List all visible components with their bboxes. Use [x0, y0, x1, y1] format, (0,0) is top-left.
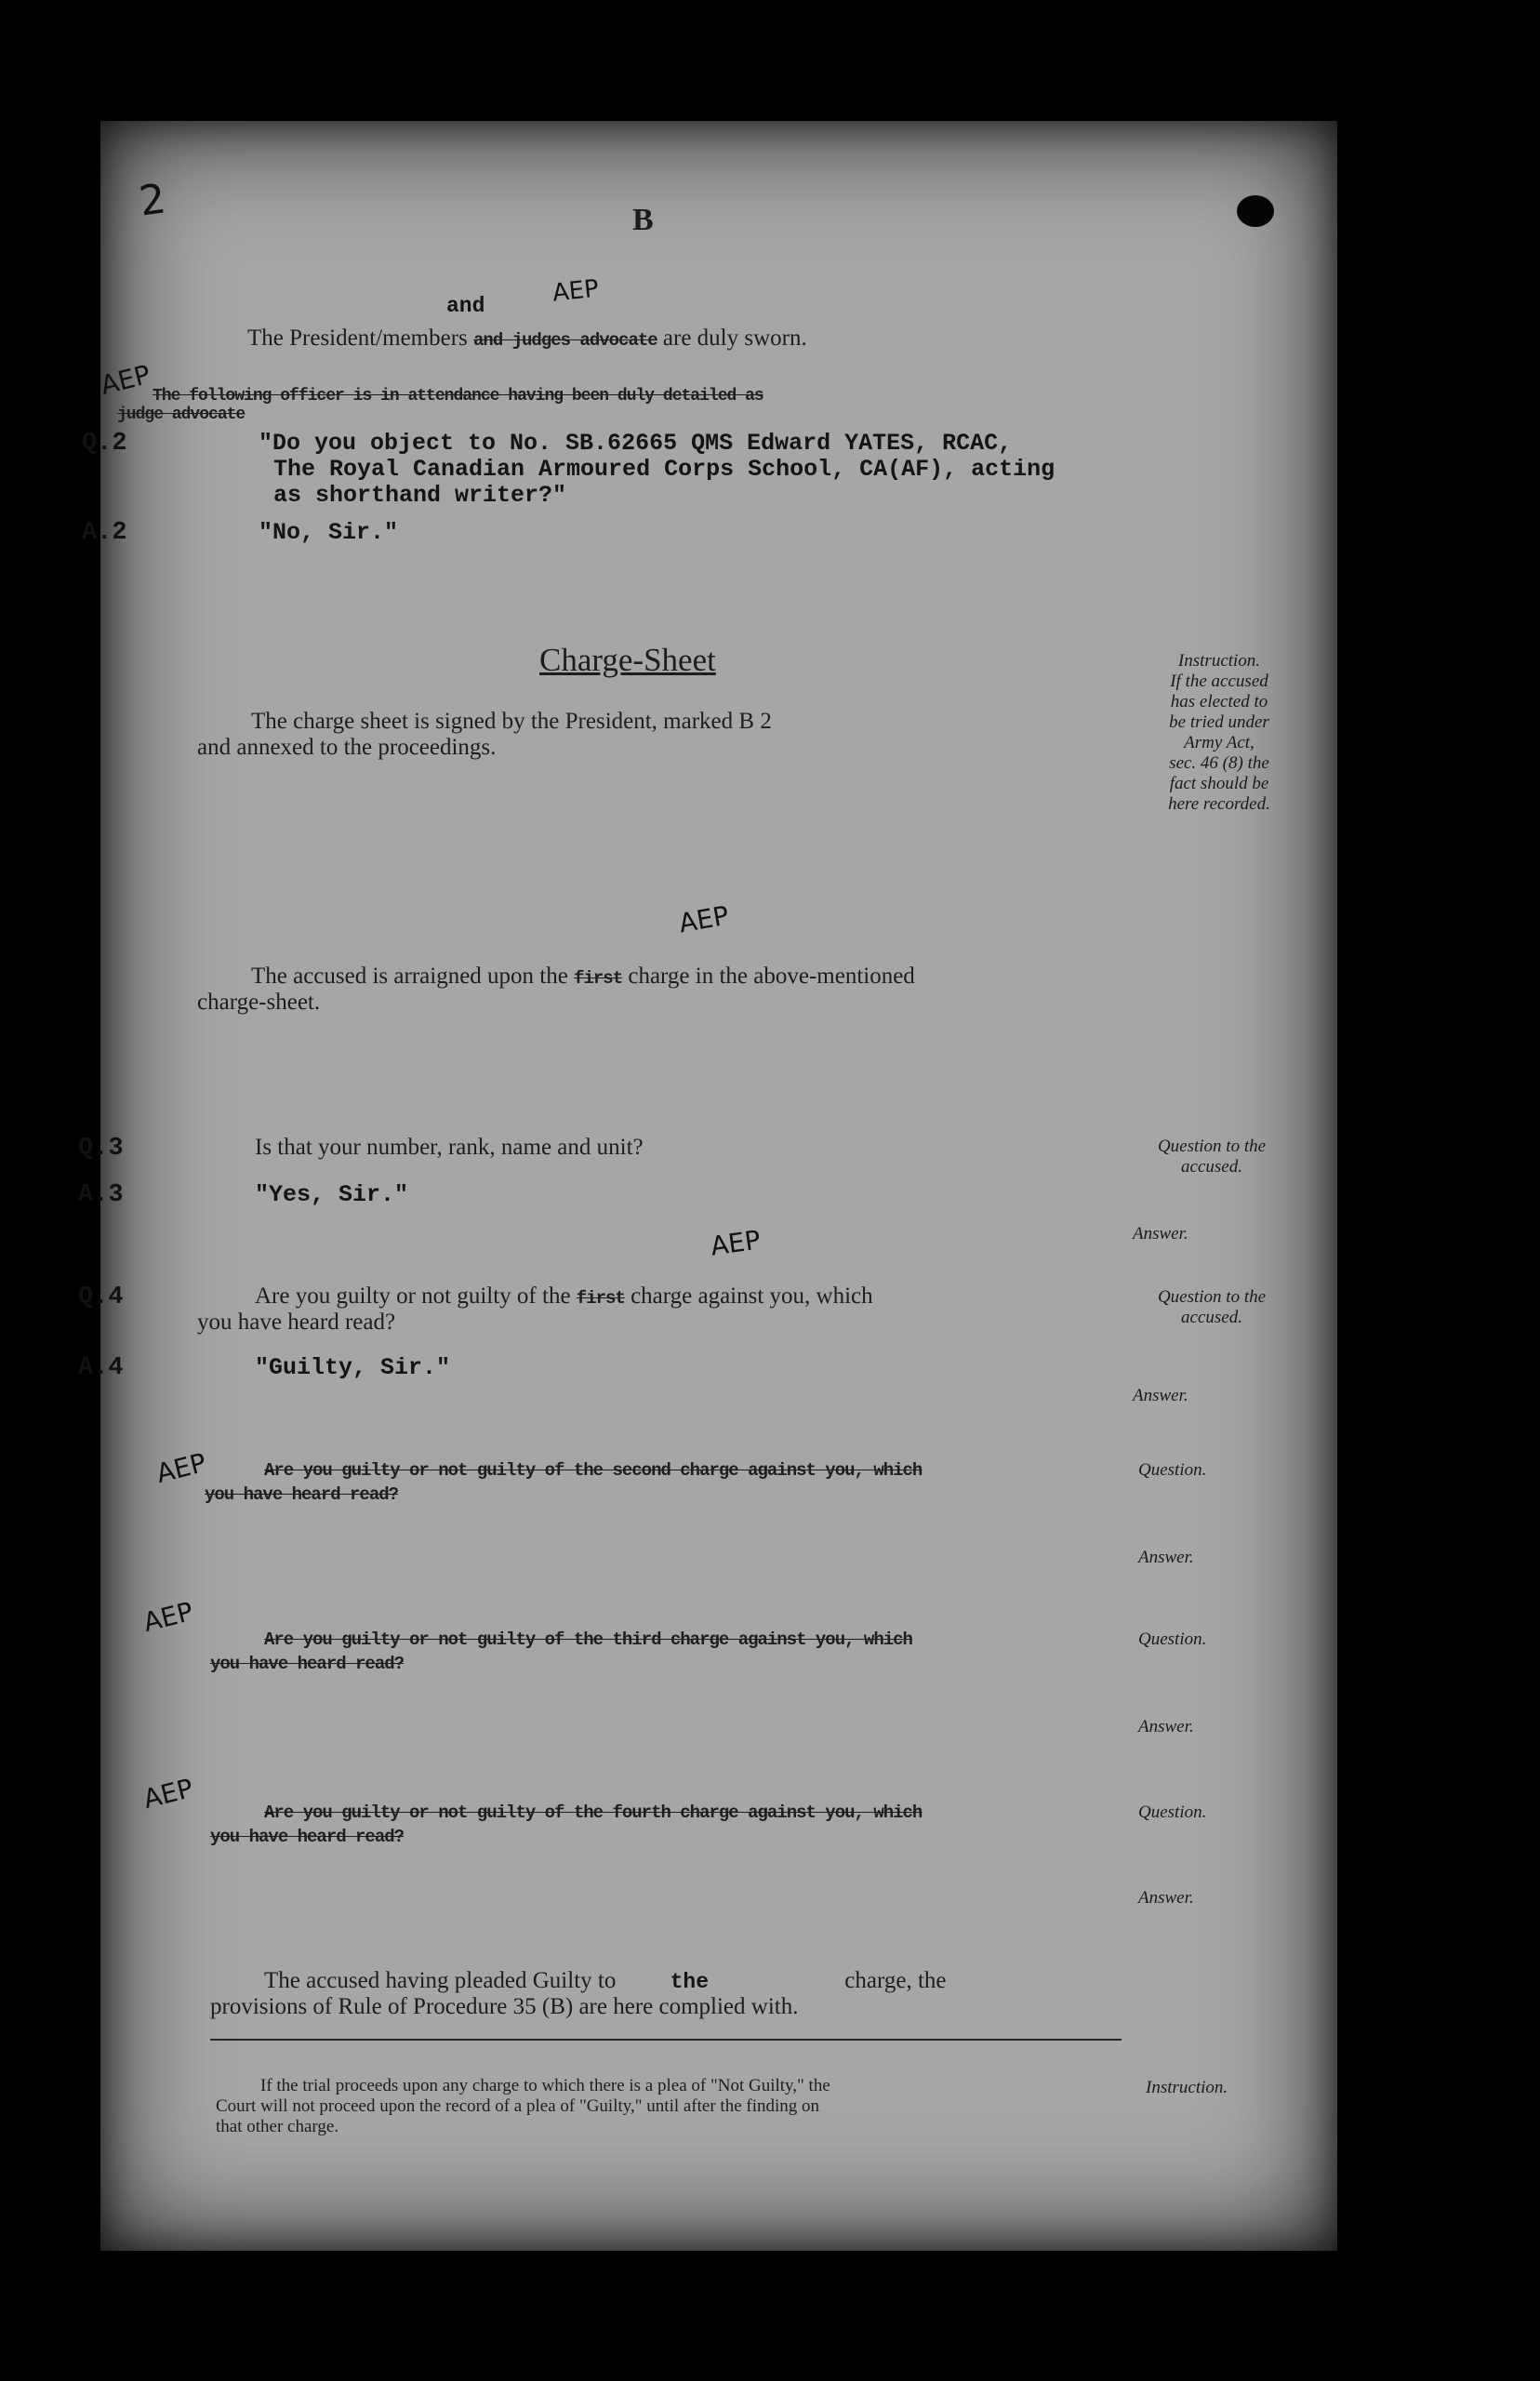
struck-text: Are you guilty or not guilty of the fourth charge against you, which [264, 1802, 923, 1823]
margin-note: Question to the accused. [1157, 1137, 1267, 1177]
handwritten-page-number: 2 [136, 175, 169, 226]
answer-text: "No, Sir." [259, 519, 399, 546]
struck-text: The following officer is in attendance having been duly detailed as [153, 387, 763, 406]
margin-note: Answer. [1138, 1717, 1194, 1736]
question-text: "Do you object to No. SB.62665 QMS Edward YATES, RCAC, [259, 430, 1013, 457]
document-page [78, 121, 1337, 2251]
struck-text: you have heard read? [210, 1654, 405, 1674]
body-text: charge-sheet. [197, 990, 321, 1015]
question-text: The Royal Canadian Armoured Corps School, CA(AF), acting [273, 456, 1055, 483]
question-text: as shorthand writer?" [273, 482, 567, 509]
answer-label: A.2 [82, 519, 127, 547]
initials-aep: AEP [676, 899, 732, 939]
initials-aep: AEP [139, 1595, 196, 1639]
initials-aep: AEP [708, 1224, 763, 1262]
margin-note: Answer. [1133, 1386, 1188, 1405]
margin-note: Answer. [1138, 1548, 1194, 1567]
margin-note: Answer. [1133, 1224, 1188, 1244]
divider-rule [210, 2039, 1122, 2041]
footer-text: If the trial proceeds upon any charge to which there is a plea of "Not Guilty," the [260, 2076, 830, 2095]
answer-text: "Yes, Sir." [255, 1181, 409, 1208]
section-heading: Charge-Sheet [539, 642, 716, 678]
footer-text: that other charge. [216, 2117, 339, 2136]
initials-aep: AEP [97, 358, 153, 402]
answer-text: "Guilty, Sir." [255, 1354, 451, 1381]
struck-text: Are you guilty or not guilty of the second charge against you, which [264, 1460, 923, 1481]
margin-note: Question. [1138, 1460, 1207, 1480]
struck-text: you have heard read? [210, 1827, 405, 1847]
margin-note: Answer. [1138, 1888, 1194, 1908]
instruction-note: Instruction. If the accused has elected to be tried under Army Act, sec. 46 (8) the fact should be here recorded. [1168, 651, 1270, 814]
body-text: provisions of Rule of Procedure 35 (B) are here complied with. [210, 1994, 799, 2019]
question-label: Q.4 [78, 1284, 124, 1311]
question-label: Q.2 [82, 430, 127, 458]
arraign-line: The accused is arraigned upon the first charge in the above-mentioned [251, 964, 915, 989]
body-text: and annexed to the proceedings. [197, 735, 497, 760]
struck-text: Are you guilty or not guilty of the third charge against you, which [264, 1629, 912, 1650]
margin-note: Instruction. [1146, 2078, 1228, 2097]
body-text: The charge sheet is signed by the President, marked B 2 [251, 709, 772, 734]
sworn-line: The President/members and judges advocate are duly sworn. [247, 326, 807, 351]
pleaded-line: The accused having pleaded Guilty to the charge, the [264, 1968, 947, 1994]
insert-and: and [446, 294, 485, 318]
page-letter: B [632, 203, 654, 237]
struck-text: judge advocate [117, 406, 246, 424]
struck-text: you have heard read? [205, 1484, 399, 1505]
question-line: Are you guilty or not guilty of the first charge against you, which [255, 1284, 873, 1309]
answer-label: A.4 [78, 1354, 124, 1382]
margin-note: Question. [1138, 1802, 1207, 1822]
question-text: Is that your number, rank, name and unit? [255, 1135, 644, 1160]
answer-label: A.3 [78, 1181, 124, 1209]
initials-aep: AEP [551, 274, 601, 308]
footer-text: Court will not proceed upon the record of a plea of "Guilty," until after the finding on [216, 2096, 820, 2116]
initials-aep: AEP [139, 1772, 196, 1816]
question-label: Q.3 [78, 1135, 124, 1163]
margin-note: Question. [1138, 1629, 1207, 1649]
question-text: you have heard read? [197, 1310, 396, 1335]
margin-note: Question to the accused. [1157, 1287, 1267, 1327]
initials-aep: AEP [153, 1446, 209, 1490]
ink-blot [1237, 195, 1274, 227]
